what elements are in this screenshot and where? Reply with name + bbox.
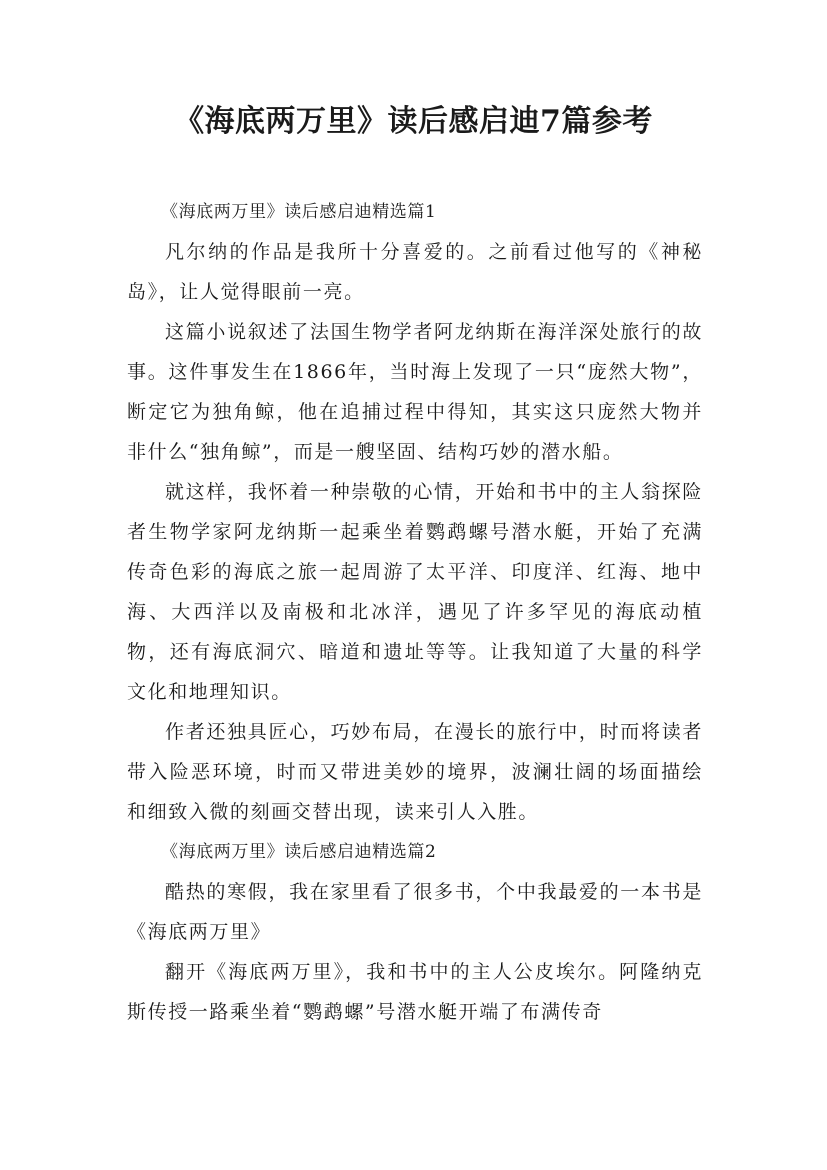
section-heading-1: 《海底两万里》读后感启迪精选篇1 (161, 202, 437, 222)
paragraph: 酷热的寒假，我在家里看了很多书，个中我最爱的一本书是《海底两万里》 (127, 881, 703, 943)
paragraph: 作者还独具匠心，巧妙布局，在漫长的旅行中，时而将读者带入险恶环境，时而又带进美妙的境界，波澜壮阔的场面描绘和细致入微的刻画交替出现，读来引人入胜。 (127, 721, 703, 823)
document-body (127, 192, 703, 1032)
paragraph: 这篇小说叙述了法国生物学者阿龙纳斯在海洋深处旅行的故事。这件事发生在1866年，当时海上发现了一只“庞然大物”，断定它为独角鲸，他在追捕过程中得知，其实这只庞然大物并非什么“独角鲸”，而是一艘坚固、结构巧妙的潜水船。 (127, 321, 703, 463)
section-heading-2: 《海底两万里》读后感启迪精选篇2 (161, 842, 437, 862)
document-title: 《海底两万里》读后感启迪7篇参考 (174, 104, 653, 139)
paragraph: 翻开《海底两万里》，我和书中的主人公皮埃尔。阿隆纳克斯传授一路乘坐着“鹦鹉螺”号潜水艇开端了布满传奇 (127, 961, 703, 1023)
paragraph: 凡尔纳的作品是我所十分喜爱的。之前看过他写的《神秘岛》，让人觉得眼前一亮。 (127, 241, 703, 303)
paragraph: 就这样，我怀着一种崇敬的心情，开始和书中的主人翁探险者生物学家阿龙纳斯一起乘坐着鹦鹉螺号潜水艇，开始了充满传奇色彩的海底之旅一起周游了太平洋、印度洋、红海、地中海、大西洋以及南极和北冰洋，遇见了许多罕见的海底动植物，还有海底洞穴、暗道和遗址等等。让我知道了大量的科学文化和地理知识。 (127, 481, 703, 703)
